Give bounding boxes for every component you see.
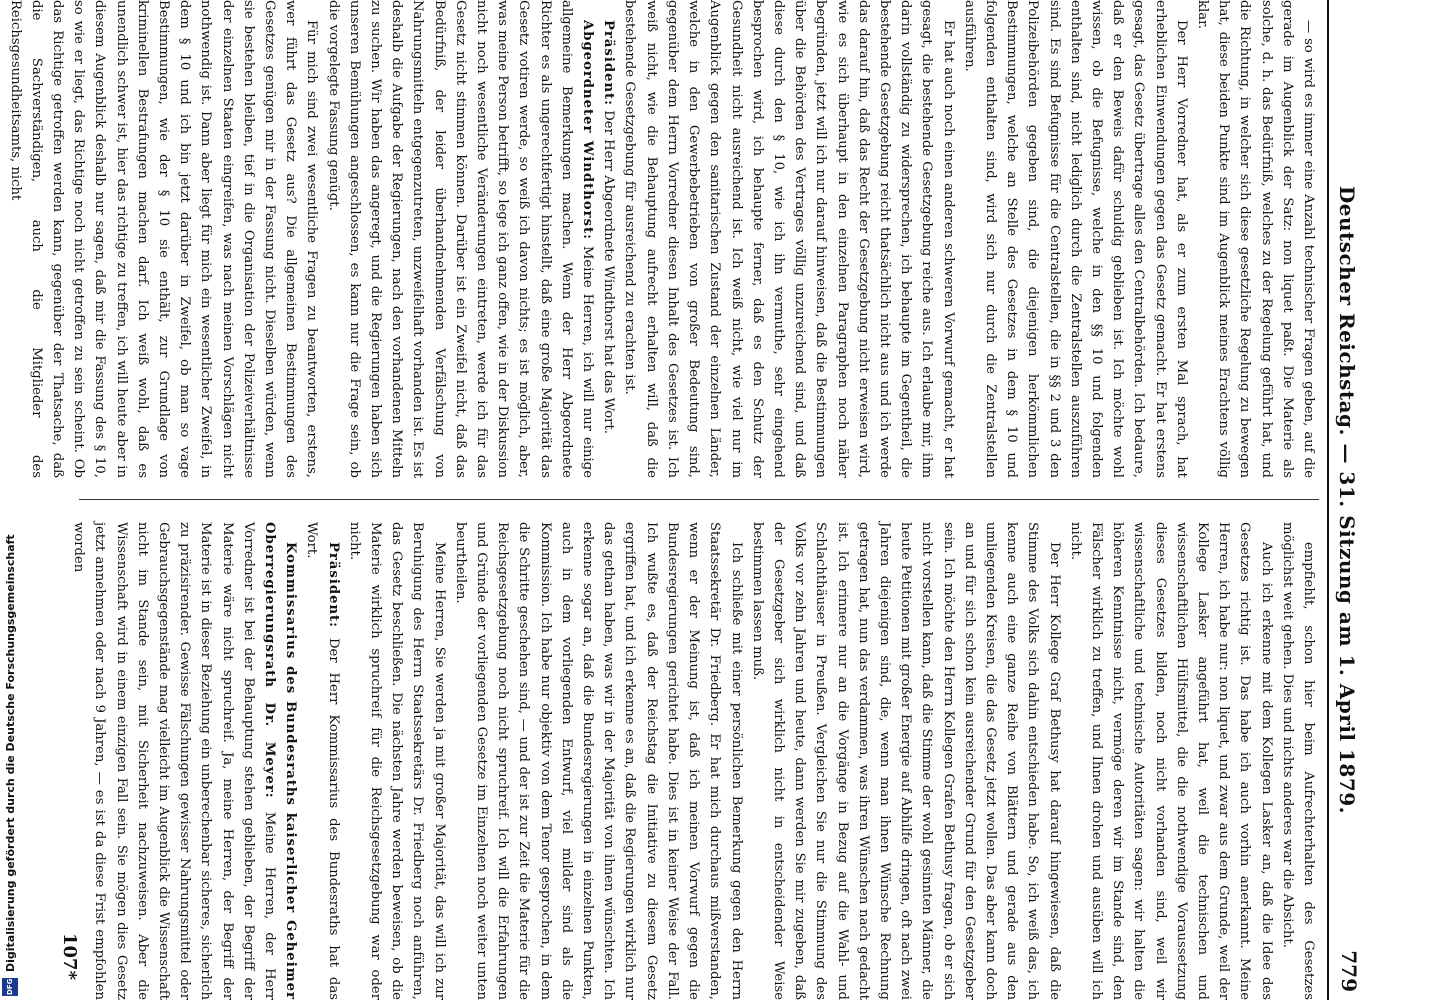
header-rule xyxy=(1327,0,1329,1000)
text-paragraph: Auch ich erkenne mit dem Kollegen Lasker an, daß die Idee des Gesetzes richtig ist. Das habe ich auch vorhin anerkannt. Meine Herren, ich habe nur: non liquet, und zwar aus dem Grunde, weil der Kollege Lasker angeführt hat, weil die technischen und wissenschaftlichen Hülfsmittel, die die nothwendige Voraussetzung dieses Gesetzes bilden, noch nicht vorhanden sind, weil wir wissenschaftliche und technische Autoritäten sagen: wir halten die höheren Kenntnisse nicht, vermöge deren wir im Stande sind, den Fälscher wirklich zu treffen, und Ihnen drohen und ausüben will ich nicht. xyxy=(1067,522,1274,1000)
text-paragraph: Er hat auch noch einen anderen schweren Vorwurf gemacht, er hat gesagt, die bestehende Gesetzgebung reiche aus. Ich erlaube mir, ihm darin vollständig zu widersprechen, ich behaupte im Gegentheil, die bestehende Gesetzgebung reicht thatsächlich nicht aus und ich werde das darauf hin, daß das Recht der Gesetzgebung nicht erweisen wird, wie es sich überhaupt in den einzelnen Paragraphen noch näher begründen, jetzt will ich nur darauf hinweisen, daß die Bestimmungen über die Behörden des Vertrages völlig unzureichend sind, und daß diese durch den § 10, wie ich ihn vermuthe, sehr eingehend besprochen wird, ich behaupte ferner, daß es den Schutz der Gesundheit nicht ausreichend ist. Ich weiß nicht, wie viel nur im Augenblick gegen den sanitarischen Zustand der einzelnen Länder, welche in den Gewerbebetrieben von großer Bedeutung sind, gegenüber dem Herrn Vorredner diesen Inhalt des Gesetzes ist. Ich weiß nicht, wie die Behauptung aufrecht erhalten will, daß die bestehende Gesetzgebung für ausreichend zu erachten ist. xyxy=(622,0,956,478)
digitization-credit: Digitalisierung gefördert durch die Deutsche Forschungsgemeinschaft xyxy=(4,534,17,972)
speaker-paragraph xyxy=(598,0,619,478)
speech-text: Der Herr Abgeordnete Windthorst hat das Wort. xyxy=(601,110,617,434)
text-paragraph: Für mich sind zwei wesentliche Fragen zu beantworten, erstens, wer führt das Gesetz aus? Die allgemeinen Bestimmungen des Gesetzes genügen mir in der Fassung nicht. Dieselben würden, wenn sie bestehen bleiben, tief in die Organisation der Polizeiverhältnisse der einzelnen Staaten eingreifen, was nach meinen Vorschlägen nicht nothwendig ist. Dann aber liegt für mich ein wesentlicher Zweifel, in dem § 10 und ich bin jetzt darüber in Zweifel, ob man so vage Bestimmungen, wie der § 10 sie enthält, zur Grundlage von kriminellen Bestrafungen machen darf. Ich weiß wohl, daß es unendlich schwer ist, hier das richtige zu treffen, ich will heute aber in diesem Augenblick deshalb nur sagen, daß mir die Fassung des § 10, so wie er liegt, das Richtige noch nicht getroffen zu sein scheint. Ob das Richtige getroffen werden kann, gegenüber der Thatsache, daß die Sachverständigen, auch die Mitglieder des Reichsgesundheitsamts, nicht xyxy=(7,0,320,478)
text-paragraph: empfiehlt, schon hier beim Aufrechterhalten des Gesetzes möglichst weit gehen. Dies und nichts anderes war die Absicht. xyxy=(1279,522,1316,1000)
page-number: 779 xyxy=(1337,950,1361,992)
speaker-paragraph xyxy=(322,0,598,478)
text-paragraph: Der Herr Kollege Graf Bethusy hat darauf hingewiesen, daß die Stimme des Volks sich dahin entschieden habe. So, ich weiß das, ich kenne auch eine ganze Reihe von Blättern und gerade aus den umliegenden Kreisen, die das Gesetz jetzt wollen. Das aber kann doch an und für sich schon kein ausreichender Grund für den Gesetzgeber sein. Ich möchte den Herrn Kollegen Grafen Bethusy fragen, ob er sich nicht vorstellen kann, daß die Stimme der wohl gesinnten Männer, die heute Petitionen mit großer Energie auf Abhilfe dringen, oft nach zwei Jahren diejenigen sind, die, wenn man ihnen Wünsche Rechnung getragen hat, nun das verdammen, was ihren Wünschen nach gedacht ist. Ich erinnere nur an die Vorgänge in Bezug auf die Wahl- und Schlachthäuser in Preußen. Vergleichen Sie nur die Stimmung des Volks vor zehn Jahren und heute, dann werden Sie mir zugeben, daß der Gesetzgeber sich wirklich nicht in entscheidender Weise bestimmen lassen muß. xyxy=(749,522,1062,1000)
dfg-logo: DFG xyxy=(2,978,18,996)
signature-mark: 107* xyxy=(59,933,80,980)
text-paragraph: Ich schließe mit einer persönlichen Bemerkung gegen den Herrn Staatssekretär Dr. Friedberg. Er hat mich durchaus mißverstanden, wenn er der Meinung ist, daß ich meinen Vorwurf gegen die Bundesregierungen gerichtet habe. Dies ist in keiner Weise der Fall. Ich wußte es, daß der Reichstag die Initiative zu diesem Gesetz ergriffen hat, und ich erkenne es an, daß die Regierungen wirklich nur das gethan haben, was wir in der Majorität von ihnen wünschten. Ich erkenne sogar an, daß die Bundesregierungen in einzelnen Punkten, auch in dem vorliegenden Entwurf, viel milder sind als die Kommission. Ich habe nur objektiv von dem Tenor gesprochen, in dem die Schritte geschehen sind, — und der ist zur Zeit die Materie für die Reichsgesetzgebung noch nicht spruchreif. Ich will die Erfahrungen und Gründe der vorliegenden Gesetze im Einzelnen noch weiter unten beurtheilen. xyxy=(452,522,744,1000)
text-paragraph: — so wird es immer eine Anzahl technischer Fragen geben, auf die gerade im Augenblick der Satz: non liquet paßt. Die Materie als solche, d. h. das Bedürfniß, welches zu der Regelung geführt hat, und die Richtung, in welcher sich diese gesetzliche Regelung zu bewegen hat, diese beiden Punkte sind im Augenblick meines Erachtens völlig klar. xyxy=(1194,0,1316,478)
text-paragraph: Der Herr Vorredner hat, als er zum ersten Mal sprach, hat erheblichen Einwendungen gegen das Gesetz gemacht. Er hat erstens gesagt, das Gesetz übertrage alles den Centralbehörden. Ich bedaure, daß er den Beweis dafür schuldig geblieben ist. Ich möchte wohl wissen, ob die Befugnisse, welche in den §§ 10 und folgenden enthalten sind, nicht lediglich durch die Zentralstellen auszuführen sind. Es sind Befugnisse für die Centralstellen, die in §§ 2 und 3 den Polizeibehörden gegeben sind, die diejenigen herkömmlichen Bestimmungen, welche an Stelle des Gesetzes in dem § 10 und folgenden enthalten sind, wird sich nur durch die Zentralstellen ausführen. xyxy=(961,0,1189,478)
speaker-name: Präsident: xyxy=(325,542,341,629)
speech-text: Der Herr Kommissarius des Bundesraths hat das Wort. xyxy=(304,522,341,1000)
speech-text: Meine Herren, ich will nur einige allgemeine Bemerkungen machen. Wenn der Herr Abgeordnete Richter es als ungerechtfertigt hinstellt, daß eine große Majorität das Gesetz votiren werde, so weiß ich davon nichts; es ist möglich, aber, was meine Person betrifft, so lege ich ganz offen, wie in der Diskussion nicht noch wesentliche Veränderungen eintreten, werde ich für das Gesetz nicht stimmen können. Darüber ist ein Zweifel nicht, daß das Bedürfniß, der leider überhandnehmenden Verfälschung von Nahrungsmitteln entgegenzutreten, unzweifelhaft vorhanden ist. Es ist deshalb die Aufgabe der Regierungen, nach den vorhandenen Mitteln zu suchen. Wir haben das angeregt, und die Regierungen haben sich unseren Bemühungen angeschlossen, es kann nur die Frage sein, ob die vorgelegte Fassung genügt. xyxy=(325,0,596,478)
speaker-name: Präsident: xyxy=(601,20,617,107)
speaker-paragraph xyxy=(301,522,343,1000)
page-title: Deutscher Reichstag. — 31. Sitzung am 1. April 1879. xyxy=(1335,185,1359,815)
text-paragraph: Meine Herren, Sie werden ja mit großer Majorität, das will ich zur Beruhigung des Herrn Staatssekretärs Dr. Friedberg noch anführen, das Gesetz beschließen. Die nächsten Jahre werden beweisen, ob die Materie wirklich spruchreif für die Reichsgesetzgebung war oder nicht. xyxy=(346,522,447,1000)
column-separator xyxy=(79,499,1319,500)
speaker-name: Abgeordneter Windthorst: xyxy=(580,20,596,240)
speaker-name: Kommissarius des Bundesraths kaiserlicher Geheimer Oberregierungsrath Dr. Meyer: xyxy=(262,522,299,1000)
right-column xyxy=(69,522,1319,1000)
page-header xyxy=(1331,0,1371,1000)
speech-text: Meine Herren, der Herr Vorredner ist bei der Behauptung stehen geblieben, der Begriff der Materie wäre nicht spruchreif. Ja, meine Herren, der Begriff der Materie ist in dieser Beziehung ein unberechenbar sicheres, sicherlich zu präzisirender. Gewisse Fälschungen gewisser Nahrungsmittel oder Gebrauchsgegenstände mag vielleicht im Augenblick die Wissenschaft nicht im Stande sein, mit Sicherheit nachzuweisen. Aber die Wissenschaft wird in einem einzigen Fall sein. Sie mögen dies Gesetz jetzt annehmen oder nach 9 Jahren, — es ist da diese Frist empfohlen worden xyxy=(71,522,278,1000)
speaker-paragraph xyxy=(68,522,301,1000)
left-column xyxy=(7,0,1319,478)
